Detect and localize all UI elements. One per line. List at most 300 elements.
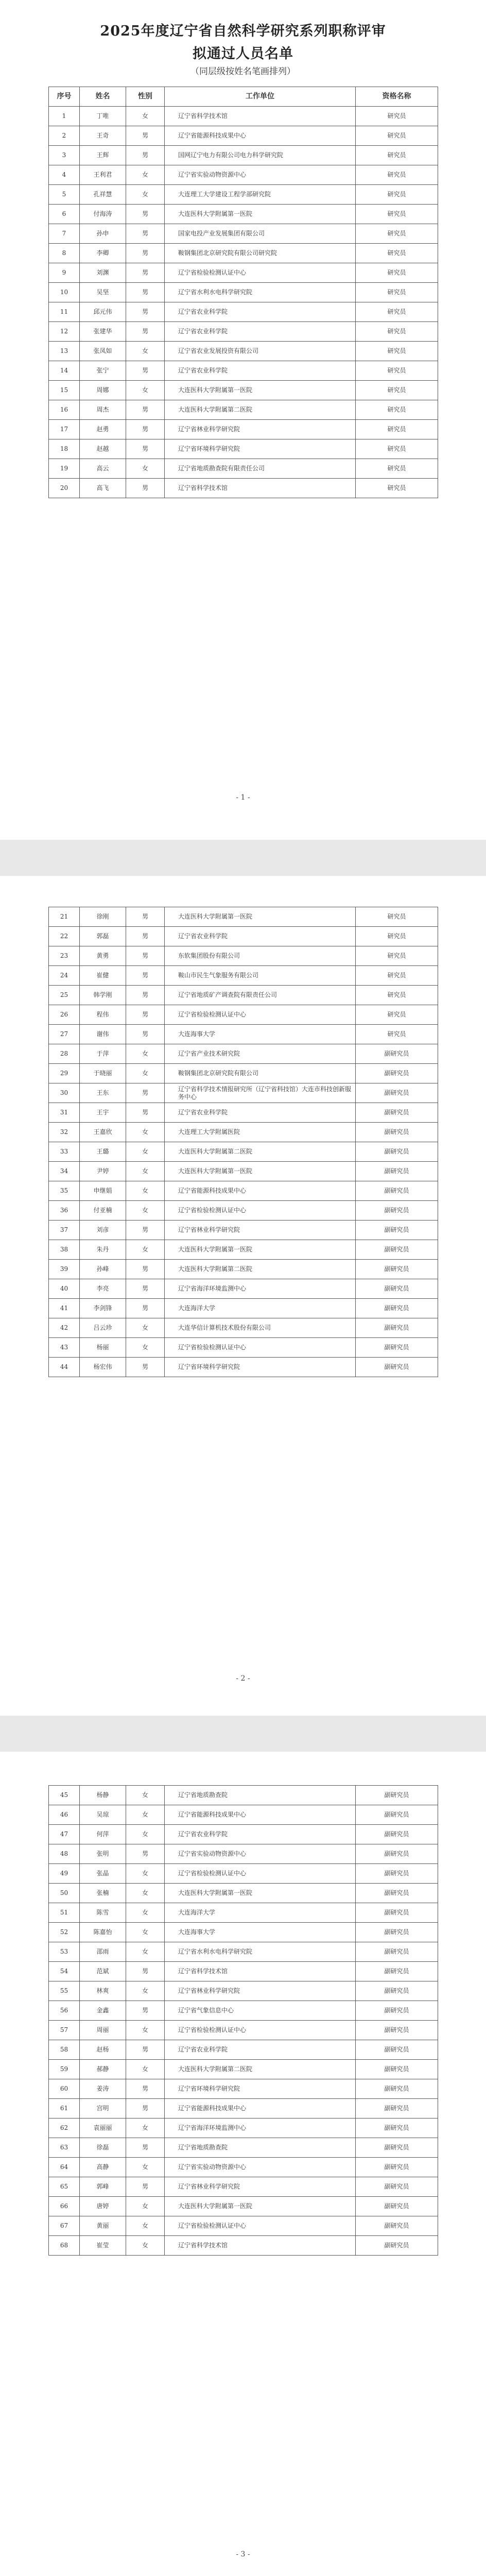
person-name: 付海涛 (80, 205, 126, 224)
row-number: 43 (49, 1338, 80, 1358)
table-row (49, 2060, 438, 2079)
column-header: 资格名称 (356, 87, 438, 107)
table-row (49, 1981, 438, 2001)
row-number: 14 (49, 361, 80, 381)
work-unit: 辽宁省农业科学院 (165, 1825, 356, 1844)
table-row (49, 439, 438, 459)
work-unit: 大连医科大学附属第二医院 (165, 400, 356, 420)
row-number: 25 (49, 986, 80, 1005)
row-number: 66 (49, 2197, 80, 2216)
gender: 女 (126, 1903, 165, 1923)
qualification: 研究员 (356, 381, 438, 400)
work-unit: 辽宁省林业科学研究院 (165, 420, 356, 439)
work-unit: 大连医科大学附属第一医院 (165, 1884, 356, 1903)
gender: 女 (126, 2021, 165, 2040)
table-row (49, 1240, 438, 1260)
table-row (49, 1044, 438, 1064)
person-name: 姜涛 (80, 2079, 126, 2099)
gender: 女 (126, 1044, 165, 1064)
row-number: 37 (49, 1221, 80, 1240)
work-unit: 大连医科大学附属第一医院 (165, 1162, 356, 1181)
work-unit: 大连医科大学附属第一医院 (165, 381, 356, 400)
row-number: 51 (49, 1903, 80, 1923)
qualification: 研究员 (356, 283, 438, 302)
gender: 女 (126, 1142, 165, 1162)
qualification: 副研究员 (356, 1864, 438, 1884)
qualification: 副研究员 (356, 2119, 438, 2138)
row-number: 42 (49, 1318, 80, 1338)
qualification: 研究员 (356, 420, 438, 439)
row-number: 48 (49, 1844, 80, 1864)
table-row (49, 2021, 438, 2040)
roster-table (48, 907, 438, 1377)
gender: 男 (126, 2138, 165, 2158)
person-name: 杨丽 (80, 1338, 126, 1358)
work-unit: 鞍山市民生气象服务有限公司 (165, 966, 356, 986)
row-number: 61 (49, 2099, 80, 2119)
person-name: 黄丽 (80, 2216, 126, 2236)
person-name: 高云 (80, 459, 126, 479)
table-row (49, 2158, 438, 2177)
work-unit: 辽宁省环境科学研究院 (165, 439, 356, 459)
work-unit: 辽宁省农业科学院 (165, 2040, 356, 2060)
table-row (49, 1805, 438, 1825)
gender: 男 (126, 2099, 165, 2119)
table-row (49, 479, 438, 498)
gender: 男 (126, 283, 165, 302)
table-row (49, 1103, 438, 1123)
person-name: 周丽 (80, 2021, 126, 2040)
table-row (49, 1025, 438, 1044)
person-name: 于晓丽 (80, 1064, 126, 1083)
table-row (49, 1825, 438, 1844)
gender: 女 (126, 2119, 165, 2138)
column-header: 工作单位 (165, 87, 356, 107)
row-number: 5 (49, 185, 80, 205)
qualification: 副研究员 (356, 1942, 438, 1962)
work-unit: 辽宁省科学技术馆 (165, 2236, 356, 2256)
qualification: 研究员 (356, 146, 438, 165)
work-unit: 辽宁省林业科学研究院 (165, 2177, 356, 2197)
table-row (49, 165, 438, 185)
qualification: 副研究员 (356, 2236, 438, 2256)
work-unit: 辽宁省科学技术馆 (165, 107, 356, 126)
row-number: 23 (49, 946, 80, 966)
person-name: 林爽 (80, 1981, 126, 2001)
person-name: 吴琼 (80, 1805, 126, 1825)
work-unit: 大连华信计算机技术股份有限公司 (165, 1318, 356, 1338)
page-number: - 3 - (236, 2550, 250, 2558)
table-row (49, 1005, 438, 1025)
table-row (49, 2138, 438, 2158)
person-name: 高飞 (80, 479, 126, 498)
person-name: 崔健 (80, 966, 126, 986)
row-number: 33 (49, 1142, 80, 1162)
work-unit: 辽宁省农业科学院 (165, 302, 356, 322)
qualification: 副研究员 (356, 2197, 438, 2216)
work-unit: 辽宁省环境科学研究院 (165, 1358, 356, 1377)
qualification: 研究员 (356, 185, 438, 205)
table-row (49, 1201, 438, 1221)
work-unit: 辽宁省环境科学研究院 (165, 2079, 356, 2099)
gender: 女 (126, 1981, 165, 2001)
gender: 女 (126, 1064, 165, 1083)
row-number: 41 (49, 1299, 80, 1318)
table-row (49, 1221, 438, 1240)
row-number: 8 (49, 244, 80, 263)
row-number: 55 (49, 1981, 80, 2001)
document-page (0, 0, 486, 840)
row-number: 11 (49, 302, 80, 322)
person-name: 高静 (80, 2158, 126, 2177)
qualification: 副研究员 (356, 1299, 438, 1318)
work-unit: 辽宁省检验检测认证中心 (165, 1201, 356, 1221)
qualification: 研究员 (356, 479, 438, 498)
qualification: 研究员 (356, 439, 438, 459)
person-name: 宫明 (80, 2099, 126, 2119)
qualification: 研究员 (356, 302, 438, 322)
document-subtitle: 拟通过人员名单 (193, 46, 293, 62)
qualification: 研究员 (356, 966, 438, 986)
gender: 男 (126, 126, 165, 146)
work-unit: 辽宁省地质勘查院 (165, 2138, 356, 2158)
qualification: 副研究员 (356, 1844, 438, 1864)
document-page (0, 876, 486, 1716)
qualification: 研究员 (356, 986, 438, 1005)
table-row (49, 2040, 438, 2060)
person-name: 王辉 (80, 146, 126, 165)
qualification: 副研究员 (356, 2001, 438, 2021)
qualification: 副研究员 (356, 1240, 438, 1260)
table-row (49, 1083, 438, 1103)
gender: 男 (126, 479, 165, 498)
table-row (49, 1962, 438, 1981)
gender: 女 (126, 1162, 165, 1181)
person-name: 孔祥慧 (80, 185, 126, 205)
row-number: 9 (49, 263, 80, 283)
work-unit: 大连理工大学建设工程学部研究院 (165, 185, 356, 205)
person-name: 韩学刚 (80, 986, 126, 1005)
work-unit: 辽宁省检验检测认证中心 (165, 2216, 356, 2236)
qualification: 研究员 (356, 224, 438, 244)
work-unit: 大连医科大学附属第二医院 (165, 1142, 356, 1162)
table-row (49, 2001, 438, 2021)
person-name: 范斌 (80, 1962, 126, 1981)
work-unit: 辽宁省气象信息中心 (165, 2001, 356, 2021)
person-name: 张建华 (80, 322, 126, 342)
person-name: 孙申 (80, 224, 126, 244)
work-unit: 大连理工大学附属医院 (165, 1123, 356, 1142)
qualification: 副研究员 (356, 1279, 438, 1299)
person-name: 金鑫 (80, 2001, 126, 2021)
person-name: 邱元伟 (80, 302, 126, 322)
qualification: 副研究员 (356, 1044, 438, 1064)
qualification: 副研究员 (356, 1260, 438, 1279)
row-number: 39 (49, 1260, 80, 1279)
gender: 男 (126, 1299, 165, 1318)
person-name: 杨宏伟 (80, 1358, 126, 1377)
table-row (49, 1923, 438, 1942)
row-number: 36 (49, 1201, 80, 1221)
gender: 女 (126, 1201, 165, 1221)
gender: 男 (126, 2040, 165, 2060)
qualification: 研究员 (356, 907, 438, 927)
column-header: 姓名 (80, 87, 126, 107)
table-row (49, 205, 438, 224)
work-unit: 辽宁省检验检测认证中心 (165, 1338, 356, 1358)
qualification: 副研究员 (356, 2158, 438, 2177)
person-name: 朱丹 (80, 1240, 126, 1260)
gender: 男 (126, 907, 165, 927)
gender: 男 (126, 927, 165, 946)
table-row (49, 146, 438, 165)
person-name: 郭磊 (80, 927, 126, 946)
row-number: 47 (49, 1825, 80, 1844)
row-number: 68 (49, 2236, 80, 2256)
work-unit: 辽宁省农业科学院 (165, 322, 356, 342)
person-name: 付亚楠 (80, 1201, 126, 1221)
qualification: 副研究员 (356, 1884, 438, 1903)
person-name: 于萍 (80, 1044, 126, 1064)
row-number: 58 (49, 2040, 80, 2060)
gender: 男 (126, 439, 165, 459)
gender: 男 (126, 966, 165, 986)
work-unit: 辽宁省林业科学研究院 (165, 1221, 356, 1240)
row-number: 20 (49, 479, 80, 498)
row-number: 4 (49, 165, 80, 185)
work-unit: 大连医科大学附属第一医院 (165, 2197, 356, 2216)
person-name: 陈雪 (80, 1903, 126, 1923)
table-row (49, 126, 438, 146)
gender: 女 (126, 381, 165, 400)
qualification: 研究员 (356, 263, 438, 283)
work-unit: 大连海事大学 (165, 1025, 356, 1044)
row-number: 57 (49, 2021, 80, 2040)
person-name: 邵雨 (80, 1942, 126, 1962)
row-number: 1 (49, 107, 80, 126)
person-name: 王嘉欣 (80, 1123, 126, 1142)
page-number: - 2 - (236, 1674, 250, 1683)
row-number: 65 (49, 2177, 80, 2197)
gender: 男 (126, 1962, 165, 1981)
work-unit: 辽宁省检验检测认证中心 (165, 1864, 356, 1884)
row-number: 6 (49, 205, 80, 224)
gender: 男 (126, 946, 165, 966)
qualification: 副研究员 (356, 1083, 438, 1103)
row-number: 18 (49, 439, 80, 459)
row-number: 30 (49, 1083, 80, 1103)
row-number: 67 (49, 2216, 80, 2236)
person-name: 周娜 (80, 381, 126, 400)
row-number: 62 (49, 2119, 80, 2138)
work-unit: 辽宁省科学技术馆 (165, 479, 356, 498)
table-row (49, 1142, 438, 1162)
table-row (49, 2177, 438, 2197)
gender: 女 (126, 1181, 165, 1201)
work-unit: 辽宁省实验动物资源中心 (165, 2158, 356, 2177)
person-name: 王奇 (80, 126, 126, 146)
person-name: 吴坚 (80, 283, 126, 302)
gender: 男 (126, 244, 165, 263)
row-number: 35 (49, 1181, 80, 1201)
row-number: 13 (49, 342, 80, 361)
person-name: 黄勇 (80, 946, 126, 966)
table-row (49, 1299, 438, 1318)
table-row (49, 1358, 438, 1377)
row-number: 38 (49, 1240, 80, 1260)
table-row (49, 381, 438, 400)
row-number: 59 (49, 2060, 80, 2079)
person-name: 李卿 (80, 244, 126, 263)
gender: 女 (126, 1123, 165, 1142)
gender: 男 (126, 1221, 165, 1240)
qualification: 研究员 (356, 107, 438, 126)
table-row (49, 322, 438, 342)
gender: 女 (126, 1825, 165, 1844)
person-name: 孙峰 (80, 1260, 126, 1279)
gender: 女 (126, 2060, 165, 2079)
row-number: 12 (49, 322, 80, 342)
table-row (49, 1181, 438, 1201)
work-unit: 辽宁省实验动物资源中心 (165, 1844, 356, 1864)
gender: 男 (126, 322, 165, 342)
table-row (49, 1318, 438, 1338)
table-header-row (49, 87, 438, 107)
row-number: 21 (49, 907, 80, 927)
document-page (0, 1752, 486, 2576)
row-number: 54 (49, 1962, 80, 1981)
roster-table (48, 1785, 438, 2256)
work-unit: 大连海洋大学 (165, 1903, 356, 1923)
table-row (49, 1279, 438, 1299)
gender: 女 (126, 342, 165, 361)
table-row (49, 986, 438, 1005)
document-note: （同层级按姓名笔画排列） (190, 66, 296, 77)
row-number: 17 (49, 420, 80, 439)
table-row (49, 927, 438, 946)
qualification: 研究员 (356, 1005, 438, 1025)
row-number: 3 (49, 146, 80, 165)
work-unit: 辽宁省农业科学院 (165, 927, 356, 946)
work-unit: 大连医科大学附属第二医院 (165, 1260, 356, 1279)
gender: 男 (126, 2001, 165, 2021)
work-unit: 辽宁省林业科学研究院 (165, 1981, 356, 2001)
work-unit: 辽宁省检验检测认证中心 (165, 1005, 356, 1025)
person-name: 李亮 (80, 1279, 126, 1299)
person-name: 周杰 (80, 400, 126, 420)
person-name: 徐磊 (80, 2138, 126, 2158)
work-unit: 辽宁省实验动物资源中心 (165, 165, 356, 185)
gender: 男 (126, 1358, 165, 1377)
gender: 女 (126, 1318, 165, 1338)
qualification: 研究员 (356, 1025, 438, 1044)
gender: 女 (126, 1338, 165, 1358)
qualification: 研究员 (356, 927, 438, 946)
person-name: 张宁 (80, 361, 126, 381)
person-name: 吕云珍 (80, 1318, 126, 1338)
table-row (49, 1864, 438, 1884)
row-number: 49 (49, 1864, 80, 1884)
person-name: 丁唯 (80, 107, 126, 126)
person-name: 赵越 (80, 439, 126, 459)
table-row (49, 2197, 438, 2216)
gender: 女 (126, 1805, 165, 1825)
gender: 男 (126, 205, 165, 224)
gender: 男 (126, 986, 165, 1005)
gender: 男 (126, 1005, 165, 1025)
person-name: 王东 (80, 1083, 126, 1103)
person-name: 张晶 (80, 1864, 126, 1884)
table-row (49, 244, 438, 263)
table-row (49, 1162, 438, 1181)
person-name: 崔莹 (80, 2236, 126, 2256)
qualification: 副研究员 (356, 2216, 438, 2236)
row-number: 52 (49, 1923, 80, 1942)
row-number: 10 (49, 283, 80, 302)
qualification: 研究员 (356, 361, 438, 381)
column-header: 序号 (49, 87, 80, 107)
work-unit: 辽宁省能源科技成果中心 (165, 2099, 356, 2119)
table-row (49, 1903, 438, 1923)
qualification: 副研究员 (356, 1923, 438, 1942)
row-number: 7 (49, 224, 80, 244)
person-name: 陈嘉怡 (80, 1923, 126, 1942)
work-unit: 辽宁省能源科技成果中心 (165, 1805, 356, 1825)
work-unit: 大连医科大学附属第一医院 (165, 1240, 356, 1260)
row-number: 53 (49, 1942, 80, 1962)
work-unit: 大连海事大学 (165, 1923, 356, 1942)
work-unit: 辽宁省能源科技成果中心 (165, 1181, 356, 1201)
gender: 女 (126, 2197, 165, 2216)
qualification: 研究员 (356, 165, 438, 185)
table-row (49, 459, 438, 479)
page-number: - 1 - (236, 793, 250, 802)
document-title: 2025年度辽宁省自然科学研究系列职称评审 (100, 23, 386, 39)
row-number: 40 (49, 1279, 80, 1299)
row-number: 26 (49, 1005, 80, 1025)
table-row (49, 1123, 438, 1142)
work-unit: 辽宁省水利水电科学研究院 (165, 283, 356, 302)
person-name: 唐婷 (80, 2197, 126, 2216)
person-name: 程伟 (80, 1005, 126, 1025)
gender: 女 (126, 1864, 165, 1884)
qualification: 副研究员 (356, 2021, 438, 2040)
gender: 女 (126, 1923, 165, 1942)
row-number: 44 (49, 1358, 80, 1377)
qualification: 副研究员 (356, 2079, 438, 2099)
row-number: 16 (49, 400, 80, 420)
table-row (49, 1064, 438, 1083)
person-name: 郭峰 (80, 2177, 126, 2197)
qualification: 副研究员 (356, 2060, 438, 2079)
work-unit: 辽宁省科学技术馆 (165, 1962, 356, 1981)
qualification: 副研究员 (356, 1201, 438, 1221)
table-row (49, 342, 438, 361)
table-row (49, 2079, 438, 2099)
table-row (49, 2119, 438, 2138)
qualification: 研究员 (356, 459, 438, 479)
row-number: 60 (49, 2079, 80, 2099)
qualification: 研究员 (356, 946, 438, 966)
row-number: 31 (49, 1103, 80, 1123)
table-row (49, 1844, 438, 1864)
qualification: 副研究员 (356, 2138, 438, 2158)
gender: 男 (126, 224, 165, 244)
table-row (49, 302, 438, 322)
row-number: 45 (49, 1786, 80, 1805)
person-name: 尹婷 (80, 1162, 126, 1181)
gender: 女 (126, 2236, 165, 2256)
